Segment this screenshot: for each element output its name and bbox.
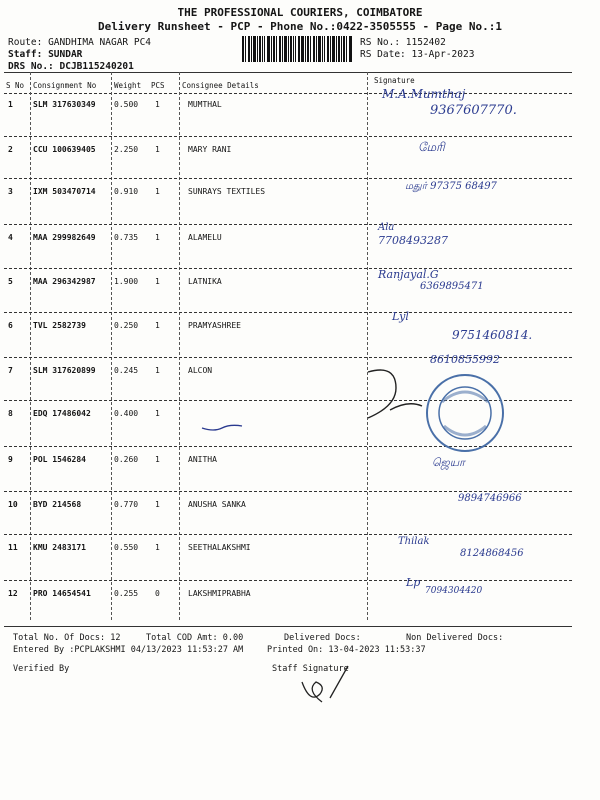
non-delivered-docs: Non Delivered Docs: [406,633,504,643]
row-signature: Lyl [392,310,409,323]
row-divider [4,312,572,313]
row-signature-phone: 6369895471 [420,281,484,292]
signature-scribble [360,366,428,426]
row-signature: 9894746966 [458,493,522,504]
row-serial-number: 10 [8,500,18,509]
row-weight: 0.400 [114,409,139,418]
row-consignee-name: MUMTHAL [188,100,222,109]
row-signature: மேரி [418,140,445,154]
row-signature: 8610855992 [430,353,500,366]
row-divider [4,534,572,535]
col-header-signature: Signature [374,76,415,85]
row-pieces: 0 [155,589,160,598]
row-signature-phone: 9367607770. [430,103,517,118]
row-serial-number: 5 [8,277,13,286]
row-pieces: 1 [155,321,160,330]
row-signature: M.A.Mumthaj [382,87,466,101]
column-divider [30,72,31,620]
column-divider [179,72,180,620]
rs-no-value: 1152402 [405,37,446,48]
row-pieces: 1 [155,277,160,286]
row-pieces: 1 [155,233,160,242]
row-signature-phone: 7094304420 [425,586,483,596]
row-consignment-number: SLM 317630349 [33,100,96,109]
route-line [8,37,151,48]
col-header-sno: S No [6,81,25,90]
staff-value: SUNDAR [48,49,83,60]
verified-by: Verified By [13,664,70,674]
row-weight: 0.910 [114,187,139,196]
column-divider [367,72,368,620]
row-consignee-name: MARY RANI [188,145,232,154]
row-serial-number: 11 [8,543,18,552]
row-weight: 1.900 [114,277,139,286]
company-title: THE PROFESSIONAL COURIERS, COIMBATORE [177,6,423,19]
col-header-weight: Weight [114,81,142,90]
row-pieces: 1 [155,455,160,464]
entered-by: Entered By :PCPLAKSHMI 04/13/2023 11:53:27 AM [13,645,244,655]
row-consignment-number: POL 1546284 [33,455,86,464]
row-consignee-name: ANITHA [188,455,217,464]
row-consignee-name: LAKSHMIPRABHA [188,589,251,598]
row-divider [4,224,572,225]
row-weight: 0.770 [114,500,139,509]
row-pieces: 1 [155,409,160,418]
col-header-pcs: PCS [151,81,165,90]
route-value: GANDHIMA NAGAR PC4 [48,37,152,48]
row-consignment-number: CCU 100639405 [33,145,96,154]
row-signature: Ala [378,222,395,233]
row-divider [4,580,572,581]
row-divider [4,268,572,269]
row-pieces: 1 [155,500,160,509]
row-pieces: 1 [155,100,160,109]
drs-label: DRS No.: [8,61,54,72]
rs-no-line [360,37,446,48]
row-serial-number: 8 [8,409,13,418]
row-serial-number: 7 [8,366,13,375]
staff-line [8,49,82,60]
row-consignment-number: MAA 296342987 [33,277,96,286]
row-consignment-number: KMU 2483171 [33,543,86,552]
col-header-consignment: Consignment No [33,81,97,90]
table-top-border [4,72,572,73]
row-serial-number: 6 [8,321,13,330]
row-signature-phone: 7708493287 [378,234,448,247]
row-weight: 0.250 [114,321,139,330]
rs-no-label: RS No.: [360,37,401,48]
row-consignee-name: PRAMYASHREE [188,321,241,330]
runsheet-title: Delivery Runsheet - PCP - Phone No.:0422-3505555 - Page No.:1 [98,20,502,33]
table-bottom-border [4,626,572,627]
row-consignment-number: SLM 317620899 [33,366,96,375]
table-header-divider [4,93,572,94]
col-header-consignee: Consignee Details [182,81,259,90]
staff-signature-scribble [296,664,358,708]
drs-value: DCJB115240201 [59,61,134,72]
row-consignee-name: SEETHALAKSHMI [188,543,251,552]
row-weight: 2.250 [114,145,139,154]
row-weight: 0.245 [114,366,139,375]
delivered-docs: Delivered Docs: [284,633,361,643]
row-weight: 0.255 [114,589,139,598]
staff-label: Staff: [8,49,43,60]
row-divider [4,136,572,137]
row-pieces: 1 [155,187,160,196]
row-consignment-number: BYD 214568 [33,500,82,509]
rs-date-value: 13-Apr-2023 [411,49,475,60]
row-consignee-name: SUNRAYS TEXTILES [188,187,266,196]
row-serial-number: 12 [8,589,18,598]
row-pieces: 1 [155,543,160,552]
row-weight: 0.500 [114,100,139,109]
row-signature: Thilak [398,536,430,547]
row-serial-number: 1 [8,100,13,109]
total-cod-amount: Total COD Amt: 0.00 [146,633,244,643]
row-signature-phone: 8124868456 [460,548,524,559]
staff-signature-label: Staff Signature [272,664,349,674]
row-consignment-number: MAA 299982649 [33,233,96,242]
delivery-stamp [424,372,506,454]
row-divider [4,178,572,179]
row-weight: 0.260 [114,455,139,464]
row-weight: 0.735 [114,233,139,242]
row-consignee-name: ALCON [188,366,213,375]
row-serial-number: 9 [8,455,13,464]
rs-date-label: RS Date: [360,49,406,60]
row-signature: Lp [406,576,421,589]
row-pieces: 1 [155,145,160,154]
row-serial-number: 2 [8,145,13,154]
row-consignment-number: IXM 503470714 [33,187,96,196]
row-weight: 0.550 [114,543,139,552]
printed-on: Printed On: 13-04-2023 11:53:37 [267,645,426,655]
row-signature: ஜெயா [432,456,465,469]
row-signature: Ranjayal.G [378,268,439,281]
barcode-image [242,36,352,62]
row-consignee-name: LATNIKA [188,277,222,286]
row-signature-phone: 9751460814. [452,328,533,342]
total-docs: Total No. Of Docs: 12 [13,633,121,643]
route-label: Route: [8,37,43,48]
row-signature: மதுர் 97375 68497 [405,181,497,192]
row-divider [4,491,572,492]
row-serial-number: 3 [8,187,13,196]
rs-date-line [360,49,474,60]
row-consignment-number: TVL 2582739 [33,321,86,330]
row-consignee-name: ALAMELU [188,233,222,242]
drs-line [8,61,134,72]
row-consignment-number: PRO 14654541 [33,589,91,598]
signature-scribble [200,420,244,434]
column-divider [111,72,112,620]
row-consignment-number: EDQ 17486042 [33,409,91,418]
row-consignee-name: ANUSHA SANKA [188,500,246,509]
row-pieces: 1 [155,366,160,375]
row-serial-number: 4 [8,233,13,242]
